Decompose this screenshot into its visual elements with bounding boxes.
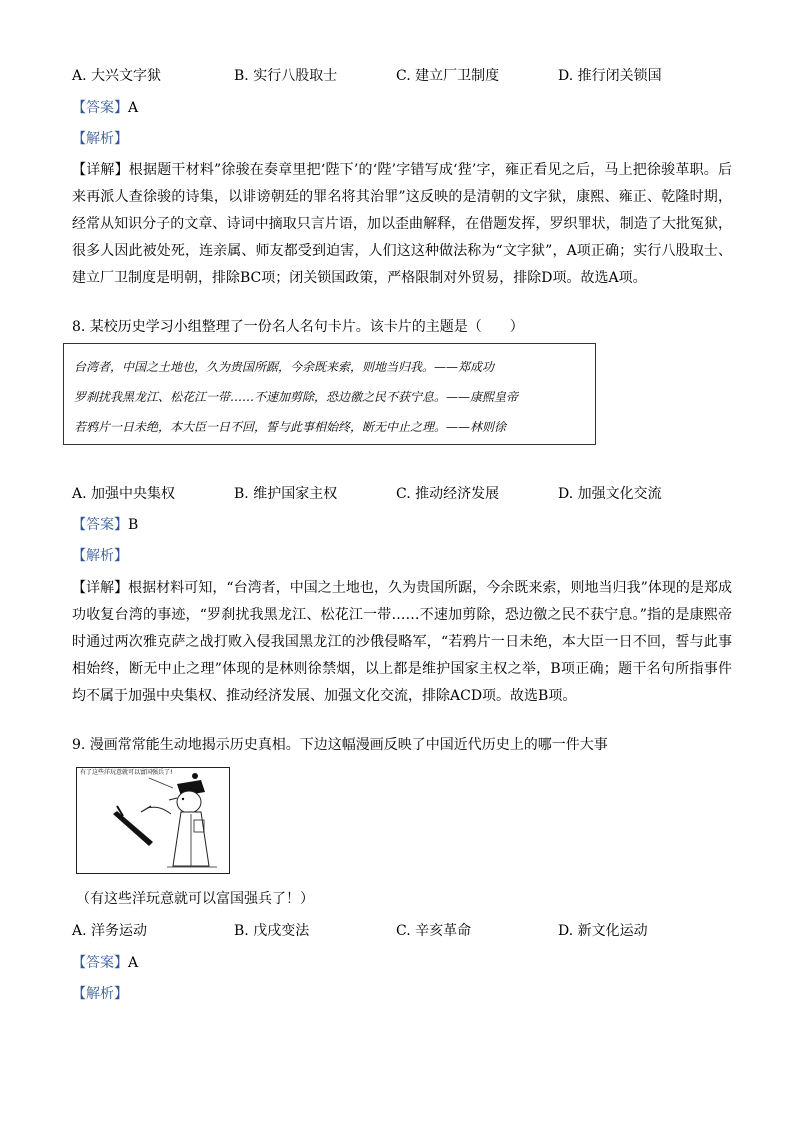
q8-analysis-tag: 【解析】 [72, 548, 128, 564]
cartoon-caption: （有这些洋玩意就可以富国强兵了！） [76, 891, 314, 907]
q9-stem: 9. 漫画常常能生动地揭示历史真相。下边这幅漫画反映了中国近代历史上的哪一件大事 [72, 737, 608, 753]
cartoon-drawing [77, 768, 229, 873]
q8-answer-tag: 【答案】 [72, 517, 128, 533]
q7-analysis-tag: 【解析】 [72, 131, 128, 147]
q8-option-a: A. 加强中央集权 [72, 486, 176, 502]
q9-options [72, 921, 732, 941]
q9-answer-tag: 【答案】 [72, 955, 128, 971]
q8-answer [72, 515, 138, 535]
q8-option-c: C. 推动经济发展 [396, 486, 500, 502]
q9-analysis-tag: 【解析】 [72, 986, 128, 1002]
q8-detail: 【详解】根据材料可知，“台湾者，中国之土地也，久为贵国所踞，今余既来索，则地当归我”体现的是郑成功收复台湾的事迹，“罗刹扰我黑龙江、松花江一带……不速加剪除，恐边徼之民不获宁息。”指的是康熙帝时通过两次雅克萨之战打败入侵我国黑龙江的沙俄侵略军，“若鸦片一日未绝，本大臣一日不回，誓与此事相始终，断无中止之理”体现的是林则徐禁烟，以上都是维护国家主权之举，B项正确；题干名句所指事件均不属于加强中央集权、推动经济发展、加强文化交流，排除ACD项。故选B项。 [72, 580, 732, 704]
quote-card [63, 343, 596, 445]
q7-detail: 【详解】根据题干材料”徐骏在奏章里把‘陛下’的‘陛’字错写成‘狴’字，雍正看见之后，马上把徐骏革职。后来再派人查徐骏的诗集，以诽谤朝廷的罪名将其治罪”这反映的是清朝的文字狱，康熙、雍正、乾隆时期，经常从知识分子的文章、诗词中摘取只言片语，加以歪曲解释，在借题发挥，罗织罪状，制造了大批冤狱，很多人因此被处死，连亲属、师友都受到迫害，人们这这种做法称为“文字狱”，A项正确；实行八股取士、建立厂卫制度是明朝，排除BC项；闭关锁国政策，严格限制对外贸易，排除D项。故选A项。 [72, 162, 732, 286]
q7-option-c: C. 建立厂卫制度 [396, 68, 500, 84]
q7-options [72, 66, 732, 86]
cartoon-speech-text: 有了这些洋玩意就可以富国强兵了! [80, 769, 173, 776]
q7-answer-value: A [128, 100, 139, 116]
q7-option-b: B. 实行八股取士 [234, 68, 338, 84]
q8-option-b: B. 维护国家主权 [234, 486, 338, 502]
q7-answer-tag: 【答案】 [72, 100, 128, 116]
q9-option-d: D. 新文化运动 [558, 923, 648, 939]
q9-answer-value: A [128, 955, 139, 971]
q9-option-b: B. 戊戌变法 [234, 923, 310, 939]
quote-line: 台湾者，中国之土地也，久为贵国所踞，今余既来索，则地当归我。——郑成功 [74, 360, 495, 374]
q9-option-c: C. 辛亥革命 [396, 923, 472, 939]
cartoon-image [76, 767, 230, 874]
q7-option-d: D. 推行闭关锁国 [558, 68, 662, 84]
q8-options [72, 484, 732, 504]
quote-line: 若鸦片一日未绝，本大臣一日不回，誓与此事相始终，断无中止之理。——林则徐 [74, 420, 507, 434]
quote-line: 罗刹扰我黑龙江、松花江一带……不速加剪除，恐边徼之民不获宁息。——康熙皇帝 [74, 390, 519, 404]
q8-answer-value: B [128, 517, 139, 533]
q7-option-a: A. 大兴文字狱 [72, 68, 162, 84]
q8-option-d: D. 加强文化交流 [558, 486, 662, 502]
q8-stem: 8. 某校历史学习小组整理了一份名人名句卡片。该卡片的主题是（ ） [72, 319, 524, 335]
q9-option-a: A. 洋务运动 [72, 923, 148, 939]
q7-answer [72, 98, 138, 118]
q9-answer [72, 953, 138, 973]
